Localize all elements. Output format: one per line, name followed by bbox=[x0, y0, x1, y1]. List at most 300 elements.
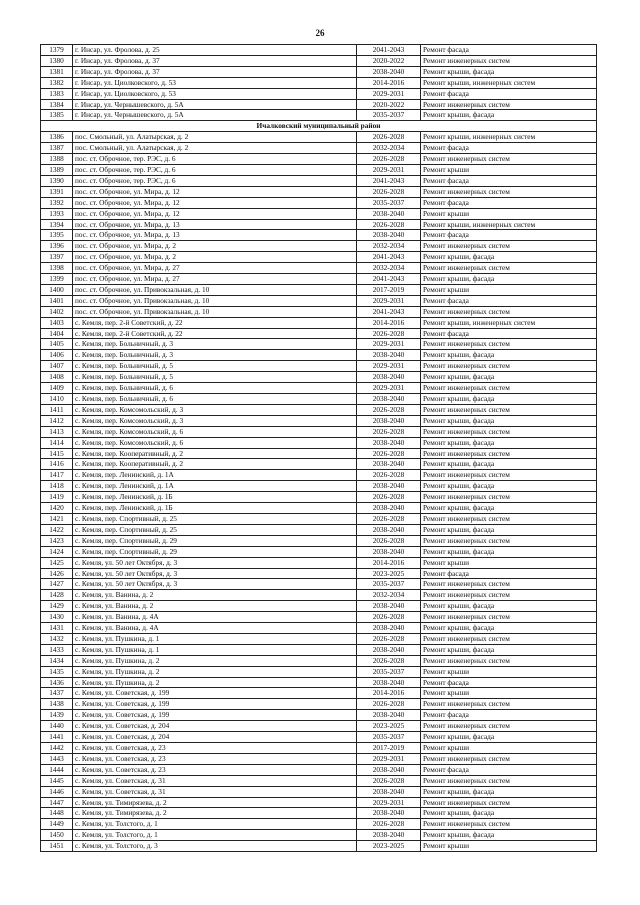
row-work-type: Ремонт инженерных систем bbox=[421, 699, 597, 710]
row-address: с. Кемля, ул. Ванина, д. 2 bbox=[73, 590, 357, 601]
table-row bbox=[41, 644, 597, 655]
row-address: с. Кемля, ул. 50 лет Октября, д. 3 bbox=[73, 579, 357, 590]
row-period: 2026-2028 bbox=[357, 219, 421, 230]
row-number: 1411 bbox=[41, 404, 73, 415]
row-period: 2038-2040 bbox=[357, 786, 421, 797]
row-work-type: Ремонт крыши bbox=[421, 688, 597, 699]
table-row bbox=[41, 372, 597, 383]
table-row bbox=[41, 219, 597, 230]
row-number: 1444 bbox=[41, 764, 73, 775]
row-work-type: Ремонт крыши, фасада bbox=[421, 437, 597, 448]
table-row bbox=[41, 132, 597, 143]
row-work-type: Ремонт инженерных систем bbox=[421, 263, 597, 274]
row-number: 1442 bbox=[41, 743, 73, 754]
row-period: 2026-2028 bbox=[357, 186, 421, 197]
row-work-type: Ремонт фасада bbox=[421, 45, 597, 56]
row-period: 2026-2028 bbox=[357, 154, 421, 165]
row-number: 1397 bbox=[41, 252, 73, 263]
row-number: 1379 bbox=[41, 45, 73, 56]
row-number: 1385 bbox=[41, 110, 73, 121]
table-row bbox=[41, 448, 597, 459]
row-work-type: Ремонт инженерных систем bbox=[421, 513, 597, 524]
table-row bbox=[41, 77, 597, 88]
row-address: с. Кемля, ул. Пушкина, д. 2 bbox=[73, 677, 357, 688]
table-row bbox=[41, 764, 597, 775]
table-row bbox=[41, 524, 597, 535]
row-number: 1392 bbox=[41, 197, 73, 208]
row-number: 1384 bbox=[41, 99, 73, 110]
registry-table bbox=[40, 44, 597, 852]
row-address: с. Кемля, ул. Советская, д. 23 bbox=[73, 753, 357, 764]
row-number: 1390 bbox=[41, 175, 73, 186]
row-number: 1406 bbox=[41, 350, 73, 361]
row-address: с. Кемля, ул. Советская, д. 199 bbox=[73, 688, 357, 699]
table-row bbox=[41, 317, 597, 328]
row-period: 2038-2040 bbox=[357, 208, 421, 219]
table-row bbox=[41, 197, 597, 208]
row-work-type: Ремонт инженерных систем bbox=[421, 721, 597, 732]
row-work-type: Ремонт инженерных систем bbox=[421, 339, 597, 350]
table-row bbox=[41, 633, 597, 644]
row-period: 2026-2028 bbox=[357, 655, 421, 666]
table-row bbox=[41, 470, 597, 481]
row-address: пос. ст. Оброчное, ул. Привокзальная, д. 10 bbox=[73, 284, 357, 295]
row-address: с. Кемля, пер. Ленинский, д. 1А bbox=[73, 481, 357, 492]
table-row bbox=[41, 208, 597, 219]
row-number: 1398 bbox=[41, 263, 73, 274]
row-work-type: Ремонт крыши, фасада bbox=[421, 830, 597, 841]
row-number: 1431 bbox=[41, 623, 73, 634]
row-number: 1450 bbox=[41, 830, 73, 841]
row-period: 2038-2040 bbox=[357, 481, 421, 492]
row-address: с. Кемля, пер. Ленинский, д. 1Б bbox=[73, 503, 357, 514]
row-number: 1386 bbox=[41, 132, 73, 143]
row-period: 2038-2040 bbox=[357, 503, 421, 514]
row-number: 1409 bbox=[41, 383, 73, 394]
row-number: 1436 bbox=[41, 677, 73, 688]
row-address: пос. ст. Оброчное, ул. Мира, д. 12 bbox=[73, 208, 357, 219]
row-number: 1447 bbox=[41, 797, 73, 808]
row-address: с. Кемля, ул. Пушкина, д. 1 bbox=[73, 633, 357, 644]
row-address: пос. ст. Оброчное, ул. Мира, д. 27 bbox=[73, 274, 357, 285]
table-row bbox=[41, 819, 597, 830]
row-address: с. Кемля, ул. 50 лет Октября, д. 3 bbox=[73, 568, 357, 579]
table-row bbox=[41, 154, 597, 165]
table-row bbox=[41, 797, 597, 808]
row-work-type: Ремонт фасада bbox=[421, 764, 597, 775]
row-period: 2035-2037 bbox=[357, 579, 421, 590]
row-period: 2038-2040 bbox=[357, 601, 421, 612]
row-work-type: Ремонт крыши bbox=[421, 841, 597, 852]
table-row bbox=[41, 99, 597, 110]
row-period: 2038-2040 bbox=[357, 394, 421, 405]
table-row bbox=[41, 808, 597, 819]
table-row bbox=[41, 274, 597, 285]
row-work-type: Ремонт крыши bbox=[421, 743, 597, 754]
row-address: с. Кемля, пер. Больничный, д. 3 bbox=[73, 350, 357, 361]
row-period: 2038-2040 bbox=[357, 830, 421, 841]
row-address: с. Кемля, пер. Больничный, д. 5 bbox=[73, 372, 357, 383]
row-period: 2035-2037 bbox=[357, 110, 421, 121]
row-period: 2038-2040 bbox=[357, 437, 421, 448]
row-work-type: Ремонт инженерных систем bbox=[421, 404, 597, 415]
row-number: 1428 bbox=[41, 590, 73, 601]
row-number: 1432 bbox=[41, 633, 73, 644]
row-period: 2029-2031 bbox=[357, 339, 421, 350]
row-number: 1448 bbox=[41, 808, 73, 819]
row-period: 2038-2040 bbox=[357, 66, 421, 77]
row-number: 1413 bbox=[41, 426, 73, 437]
row-period: 2020-2022 bbox=[357, 99, 421, 110]
row-number: 1401 bbox=[41, 295, 73, 306]
row-period: 2020-2022 bbox=[357, 55, 421, 66]
row-work-type: Ремонт инженерных систем bbox=[421, 492, 597, 503]
row-period: 2029-2031 bbox=[357, 797, 421, 808]
row-period: 2038-2040 bbox=[357, 808, 421, 819]
table-row bbox=[41, 241, 597, 252]
row-work-type: Ремонт крыши bbox=[421, 284, 597, 295]
row-number: 1445 bbox=[41, 775, 73, 786]
table-row bbox=[41, 612, 597, 623]
row-work-type: Ремонт крыши, фасада bbox=[421, 808, 597, 819]
row-address: с. Кемля, ул. Советская, д. 23 bbox=[73, 743, 357, 754]
row-number: 1415 bbox=[41, 448, 73, 459]
table-row bbox=[41, 164, 597, 175]
row-work-type: Ремонт крыши, инженерных систем bbox=[421, 132, 597, 143]
row-work-type: Ремонт крыши, фасада bbox=[421, 786, 597, 797]
row-period: 2014-2016 bbox=[357, 557, 421, 568]
row-work-type: Ремонт инженерных систем bbox=[421, 633, 597, 644]
row-period: 2026-2028 bbox=[357, 404, 421, 415]
row-period: 2041-2043 bbox=[357, 306, 421, 317]
table-row bbox=[41, 601, 597, 612]
row-number: 1419 bbox=[41, 492, 73, 503]
row-address: г. Инсар, ул. Циолковского, д. 53 bbox=[73, 77, 357, 88]
row-period: 2038-2040 bbox=[357, 764, 421, 775]
row-period: 2026-2028 bbox=[357, 699, 421, 710]
table-row bbox=[41, 339, 597, 350]
row-number: 1416 bbox=[41, 459, 73, 470]
row-period: 2026-2028 bbox=[357, 426, 421, 437]
row-number: 1400 bbox=[41, 284, 73, 295]
table-row bbox=[41, 721, 597, 732]
row-address: с. Кемля, пер. Спортивный, д. 25 bbox=[73, 513, 357, 524]
row-work-type: Ремонт крыши, фасада bbox=[421, 601, 597, 612]
row-address: с. Кемля, пер. Кооперативный, д. 2 bbox=[73, 448, 357, 459]
table-row bbox=[41, 568, 597, 579]
row-address: с. Кемля, пер. Комсомольский, д. 6 bbox=[73, 437, 357, 448]
row-address: г. Инсар, ул. Фролова, д. 37 bbox=[73, 55, 357, 66]
row-work-type: Ремонт крыши, инженерных систем bbox=[421, 77, 597, 88]
table-row bbox=[41, 263, 597, 274]
row-period: 2041-2043 bbox=[357, 274, 421, 285]
row-number: 1438 bbox=[41, 699, 73, 710]
row-period: 2017-2019 bbox=[357, 743, 421, 754]
row-period: 2035-2037 bbox=[357, 732, 421, 743]
row-address: с. Кемля, ул. Советская, д. 199 bbox=[73, 699, 357, 710]
table-row bbox=[41, 590, 597, 601]
table-row bbox=[41, 306, 597, 317]
table-row bbox=[41, 732, 597, 743]
table-row bbox=[41, 383, 597, 394]
row-address: с. Кемля, ул. Ванина, д. 2 bbox=[73, 601, 357, 612]
row-number: 1417 bbox=[41, 470, 73, 481]
row-work-type: Ремонт крыши, фасада bbox=[421, 732, 597, 743]
row-number: 1439 bbox=[41, 710, 73, 721]
row-number: 1408 bbox=[41, 372, 73, 383]
row-period: 2041-2043 bbox=[357, 175, 421, 186]
row-work-type: Ремонт крыши, фасада bbox=[421, 503, 597, 514]
table-row bbox=[41, 492, 597, 503]
row-address: с. Кемля, ул. Советская, д. 31 bbox=[73, 786, 357, 797]
section-row bbox=[41, 121, 597, 132]
row-work-type: Ремонт крыши, фасада bbox=[421, 350, 597, 361]
row-work-type: Ремонт крыши, фасада bbox=[421, 524, 597, 535]
row-period: 2029-2031 bbox=[357, 295, 421, 306]
row-address: пос. ст. Оброчное, ул. Мира, д. 27 bbox=[73, 263, 357, 274]
row-number: 1422 bbox=[41, 524, 73, 535]
table-row bbox=[41, 513, 597, 524]
row-work-type: Ремонт инженерных систем bbox=[421, 361, 597, 372]
row-period: 2026-2028 bbox=[357, 612, 421, 623]
table-row bbox=[41, 546, 597, 557]
row-number: 1404 bbox=[41, 328, 73, 339]
table-row bbox=[41, 426, 597, 437]
row-work-type: Ремонт инженерных систем bbox=[421, 655, 597, 666]
row-address: с. Кемля, ул. Пушкина, д. 2 bbox=[73, 666, 357, 677]
table-row bbox=[41, 535, 597, 546]
row-period: 2023-2025 bbox=[357, 841, 421, 852]
row-work-type: Ремонт крыши, фасада bbox=[421, 644, 597, 655]
table-row bbox=[41, 623, 597, 634]
row-address: пос. ст. Оброчное, ул. Мира, д. 12 bbox=[73, 186, 357, 197]
table-row bbox=[41, 503, 597, 514]
row-work-type: Ремонт инженерных систем bbox=[421, 186, 597, 197]
row-address: с. Кемля, пер. Больничный, д. 5 bbox=[73, 361, 357, 372]
row-period: 2026-2028 bbox=[357, 328, 421, 339]
row-period: 2038-2040 bbox=[357, 677, 421, 688]
row-work-type: Ремонт инженерных систем bbox=[421, 775, 597, 786]
row-period: 2035-2037 bbox=[357, 666, 421, 677]
row-work-type: Ремонт фасада bbox=[421, 710, 597, 721]
row-period: 2038-2040 bbox=[357, 350, 421, 361]
row-work-type: Ремонт крыши, фасада bbox=[421, 274, 597, 285]
row-address: с. Кемля, ул. Толстого, д. 1 bbox=[73, 819, 357, 830]
row-period: 2032-2034 bbox=[357, 143, 421, 154]
table-row bbox=[41, 175, 597, 186]
row-number: 1427 bbox=[41, 579, 73, 590]
row-number: 1435 bbox=[41, 666, 73, 677]
row-period: 2026-2028 bbox=[357, 470, 421, 481]
row-work-type: Ремонт крыши, инженерных систем bbox=[421, 317, 597, 328]
table-row bbox=[41, 437, 597, 448]
row-number: 1446 bbox=[41, 786, 73, 797]
row-period: 2038-2040 bbox=[357, 230, 421, 241]
table-row bbox=[41, 481, 597, 492]
row-work-type: Ремонт инженерных систем bbox=[421, 448, 597, 459]
row-address: пос. ст. Оброчное, тер. РЭС, д. 6 bbox=[73, 164, 357, 175]
page-number: 26 bbox=[315, 28, 325, 38]
row-work-type: Ремонт фасада bbox=[421, 143, 597, 154]
table-row bbox=[41, 459, 597, 470]
row-work-type: Ремонт крыши bbox=[421, 666, 597, 677]
row-period: 2032-2034 bbox=[357, 241, 421, 252]
row-number: 1402 bbox=[41, 306, 73, 317]
table-row bbox=[41, 284, 597, 295]
row-number: 1423 bbox=[41, 535, 73, 546]
row-work-type: Ремонт фасада bbox=[421, 230, 597, 241]
row-work-type: Ремонт инженерных систем bbox=[421, 383, 597, 394]
table-row bbox=[41, 110, 597, 121]
row-number: 1381 bbox=[41, 66, 73, 77]
table-row bbox=[41, 677, 597, 688]
row-number: 1433 bbox=[41, 644, 73, 655]
row-number: 1429 bbox=[41, 601, 73, 612]
row-address: с. Кемля, ул. Толстого, д. 1 bbox=[73, 830, 357, 841]
row-period: 2017-2019 bbox=[357, 284, 421, 295]
row-number: 1443 bbox=[41, 753, 73, 764]
row-number: 1437 bbox=[41, 688, 73, 699]
row-address: с. Кемля, пер. Больничный, д. 6 bbox=[73, 394, 357, 405]
table-row bbox=[41, 699, 597, 710]
row-work-type: Ремонт фасада bbox=[421, 328, 597, 339]
row-work-type: Ремонт фасада bbox=[421, 88, 597, 99]
row-period: 2026-2028 bbox=[357, 633, 421, 644]
row-address: с. Кемля, пер. Спортивный, д. 25 bbox=[73, 524, 357, 535]
row-number: 1388 bbox=[41, 154, 73, 165]
row-number: 1382 bbox=[41, 77, 73, 88]
row-work-type: Ремонт крыши bbox=[421, 164, 597, 175]
row-work-type: Ремонт крыши, фасада bbox=[421, 66, 597, 77]
row-address: с. Кемля, пер. Комсомольский, д. 3 bbox=[73, 415, 357, 426]
row-address: с. Кемля, пер. Больничный, д. 3 bbox=[73, 339, 357, 350]
row-number: 1418 bbox=[41, 481, 73, 492]
row-address: с. Кемля, ул. Пушкина, д. 2 bbox=[73, 655, 357, 666]
row-address: г. Инсар, ул. Чернышевского, д. 5А bbox=[73, 99, 357, 110]
row-period: 2038-2040 bbox=[357, 623, 421, 634]
row-period: 2038-2040 bbox=[357, 546, 421, 557]
row-address: пос. ст. Оброчное, тер. РЭС, д. 6 bbox=[73, 175, 357, 186]
row-period: 2041-2043 bbox=[357, 252, 421, 263]
table-row bbox=[41, 830, 597, 841]
table-row bbox=[41, 786, 597, 797]
table-row bbox=[41, 666, 597, 677]
row-address: с. Кемля, пер. Комсомольский, д. 6 bbox=[73, 426, 357, 437]
row-number: 1383 bbox=[41, 88, 73, 99]
row-number: 1405 bbox=[41, 339, 73, 350]
row-address: с. Кемля, пер. Комсомольский, д. 3 bbox=[73, 404, 357, 415]
row-number: 1412 bbox=[41, 415, 73, 426]
row-work-type: Ремонт инженерных систем bbox=[421, 426, 597, 437]
table-row bbox=[41, 710, 597, 721]
row-address: с. Кемля, ул. Советская, д. 23 bbox=[73, 764, 357, 775]
table-row bbox=[41, 394, 597, 405]
row-address: с. Кемля, пер. Кооперативный, д. 2 bbox=[73, 459, 357, 470]
row-work-type: Ремонт инженерных систем bbox=[421, 612, 597, 623]
row-work-type: Ремонт инженерных систем bbox=[421, 306, 597, 317]
row-period: 2038-2040 bbox=[357, 710, 421, 721]
row-work-type: Ремонт фасада bbox=[421, 197, 597, 208]
row-work-type: Ремонт крыши, фасада bbox=[421, 415, 597, 426]
row-period: 2026-2028 bbox=[357, 535, 421, 546]
row-work-type: Ремонт инженерных систем bbox=[421, 241, 597, 252]
row-work-type: Ремонт фасада bbox=[421, 677, 597, 688]
table-row bbox=[41, 743, 597, 754]
row-period: 2026-2028 bbox=[357, 492, 421, 503]
row-address: пос. Смольный, ул. Алатырская, д. 2 bbox=[73, 132, 357, 143]
row-address: с. Кемля, ул. 50 лет Октября, д. 3 bbox=[73, 557, 357, 568]
table-row bbox=[41, 361, 597, 372]
row-address: с. Кемля, пер. Спортивный, д. 29 bbox=[73, 546, 357, 557]
row-period: 2029-2031 bbox=[357, 753, 421, 764]
row-address: с. Кемля, пер. 2-й Советский, д. 22 bbox=[73, 317, 357, 328]
row-address: г. Инсар, ул. Чернышевского, д. 5А bbox=[73, 110, 357, 121]
row-work-type: Ремонт крыши bbox=[421, 208, 597, 219]
row-work-type: Ремонт крыши, инженерных систем bbox=[421, 219, 597, 230]
row-work-type: Ремонт фасада bbox=[421, 568, 597, 579]
row-address: с. Кемля, ул. Советская, д. 199 bbox=[73, 710, 357, 721]
row-number: 1380 bbox=[41, 55, 73, 66]
table-row bbox=[41, 328, 597, 339]
table-row bbox=[41, 415, 597, 426]
row-address: с. Кемля, пер. Ленинский, д. 1А bbox=[73, 470, 357, 481]
row-address: с. Кемля, ул. Ванина, д. 4А bbox=[73, 623, 357, 634]
row-period: 2026-2028 bbox=[357, 132, 421, 143]
section-title: Ичалковский муниципальный район bbox=[41, 121, 597, 132]
table-row bbox=[41, 688, 597, 699]
table-row bbox=[41, 252, 597, 263]
table-row bbox=[41, 753, 597, 764]
table-row bbox=[41, 66, 597, 77]
row-period: 2029-2031 bbox=[357, 88, 421, 99]
row-address: пос. Смольный, ул. Алатырская, д. 2 bbox=[73, 143, 357, 154]
table-row bbox=[41, 186, 597, 197]
row-period: 2023-2025 bbox=[357, 721, 421, 732]
row-work-type: Ремонт крыши, фасада bbox=[421, 252, 597, 263]
table-row bbox=[41, 841, 597, 852]
row-work-type: Ремонт инженерных систем bbox=[421, 579, 597, 590]
row-work-type: Ремонт крыши, фасада bbox=[421, 623, 597, 634]
row-address: г. Инсар, ул. Фролова, д. 37 bbox=[73, 66, 357, 77]
table-row bbox=[41, 404, 597, 415]
row-address: пос. ст. Оброчное, тер. РЭС, д. 6 bbox=[73, 154, 357, 165]
row-number: 1425 bbox=[41, 557, 73, 568]
row-address: с. Кемля, ул. Советская, д. 31 bbox=[73, 775, 357, 786]
row-period: 2014-2016 bbox=[357, 317, 421, 328]
row-address: с. Кемля, пер. Спортивный, д. 29 bbox=[73, 535, 357, 546]
row-work-type: Ремонт инженерных систем bbox=[421, 797, 597, 808]
row-number: 1434 bbox=[41, 655, 73, 666]
row-number: 1403 bbox=[41, 317, 73, 328]
row-address: с. Кемля, пер. Ленинский, д. 1Б bbox=[73, 492, 357, 503]
row-period: 2023-2025 bbox=[357, 568, 421, 579]
row-address: с. Кемля, ул. Тимирязева, д. 2 bbox=[73, 808, 357, 819]
row-work-type: Ремонт инженерных систем bbox=[421, 470, 597, 481]
row-number: 1391 bbox=[41, 186, 73, 197]
row-number: 1421 bbox=[41, 513, 73, 524]
row-period: 2029-2031 bbox=[357, 383, 421, 394]
row-number: 1426 bbox=[41, 568, 73, 579]
row-number: 1420 bbox=[41, 503, 73, 514]
row-work-type: Ремонт фасада bbox=[421, 295, 597, 306]
row-number: 1440 bbox=[41, 721, 73, 732]
row-work-type: Ремонт инженерных систем bbox=[421, 590, 597, 601]
row-number: 1407 bbox=[41, 361, 73, 372]
table-row bbox=[41, 143, 597, 154]
row-work-type: Ремонт инженерных систем bbox=[421, 535, 597, 546]
row-address: с. Кемля, пер. 2-й Советский, д. 22 bbox=[73, 328, 357, 339]
row-work-type: Ремонт крыши, фасада bbox=[421, 394, 597, 405]
